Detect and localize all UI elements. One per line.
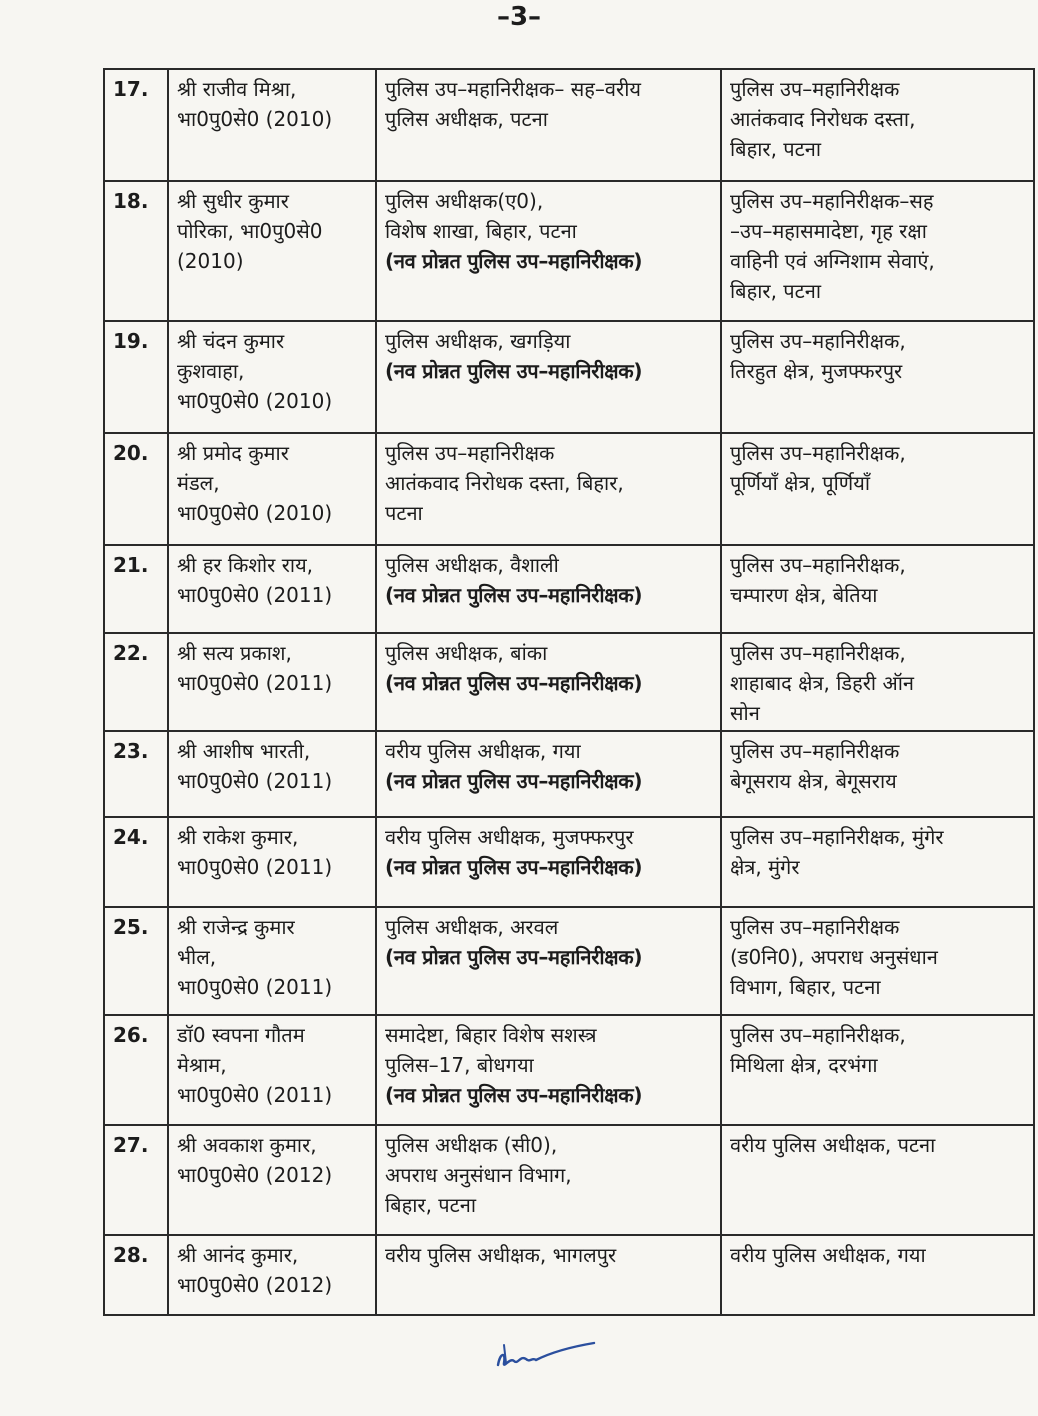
current-posting: वरीय पुलिस अधीक्षक, भागलपुर <box>376 1235 721 1315</box>
table-row <box>104 907 1034 1015</box>
officer-name: श्री सत्य प्रकाश, भा0पु0से0 (2011) <box>168 633 376 731</box>
new-posting: पुलिस उप–महानिरीक्षक, पूर्णियाँ क्षेत्र, पूर्णियाँ <box>721 433 1034 545</box>
officer-name: श्री आशीष भारती, भा0पु0से0 (2011) <box>168 731 376 817</box>
serial-number: 24. <box>104 817 168 907</box>
serial-number: 20. <box>104 433 168 545</box>
table-row <box>104 545 1034 633</box>
table-row <box>104 1015 1034 1125</box>
new-posting: पुलिस उप–महानिरीक्षक, मिथिला क्षेत्र, दरभंगा <box>721 1015 1034 1125</box>
serial-number: 17. <box>104 69 168 181</box>
current-posting: पुलिस अधीक्षक(ए0), विशेष शाखा, बिहार, पटना (नव प्रोन्नत पुलिस उप–महानिरीक्षक) <box>376 181 721 321</box>
officer-name: श्री राकेश कुमार, भा0पु0से0 (2011) <box>168 817 376 907</box>
current-posting: पुलिस अधीक्षक, खगड़िया (नव प्रोन्नत पुलिस उप–महानिरीक्षक) <box>376 321 721 433</box>
posting-table <box>103 68 1035 1316</box>
new-posting: पुलिस उप–महानिरीक्षक, मुंगेर क्षेत्र, मुंगेर <box>721 817 1034 907</box>
promotion-note: (नव प्रोन्नत पुलिस उप–महानिरीक्षक) <box>385 769 643 793</box>
serial-number: 18. <box>104 181 168 321</box>
current-posting: पुलिस अधीक्षक, बांका (नव प्रोन्नत पुलिस उप–महानिरीक्षक) <box>376 633 721 731</box>
current-posting: पुलिस अधीक्षक, वैशाली (नव प्रोन्नत पुलिस उप–महानिरीक्षक) <box>376 545 721 633</box>
posting-table-body <box>104 69 1034 1315</box>
officer-name: श्री आनंद कुमार, भा0पु0से0 (2012) <box>168 1235 376 1315</box>
new-posting: पुलिस उप–महानिरीक्षक–सह –उप–महासमादेष्टा, गृह रक्षा वाहिनी एवं अग्निशाम सेवाएं, बिहार, पटना <box>721 181 1034 321</box>
serial-number: 25. <box>104 907 168 1015</box>
serial-number: 26. <box>104 1015 168 1125</box>
new-posting: वरीय पुलिस अधीक्षक, पटना <box>721 1125 1034 1235</box>
officer-name: श्री चंदन कुमार कुशवाहा, भा0पु0से0 (2010) <box>168 321 376 433</box>
officer-name: श्री प्रमोद कुमार मंडल, भा0पु0से0 (2010) <box>168 433 376 545</box>
officer-name: डॉ0 स्वपना गौतम मेश्राम, भा0पु0से0 (2011) <box>168 1015 376 1125</box>
table-row <box>104 817 1034 907</box>
officer-name: श्री हर किशोर राय, भा0पु0से0 (2011) <box>168 545 376 633</box>
table-row <box>104 433 1034 545</box>
table-row <box>104 69 1034 181</box>
new-posting: पुलिस उप–महानिरीक्षक आतंकवाद निरोधक दस्ता, बिहार, पटना <box>721 69 1034 181</box>
table-row <box>104 1125 1034 1235</box>
current-posting: पुलिस उप–महानिरीक्षक– सह–वरीय पुलिस अधीक्षक, पटना <box>376 69 721 181</box>
officer-name: श्री राजीव मिश्रा, भा0पु0से0 (2010) <box>168 69 376 181</box>
promotion-note: (नव प्रोन्नत पुलिस उप–महानिरीक्षक) <box>385 855 643 879</box>
new-posting: पुलिस उप–महानिरीक्षक बेगूसराय क्षेत्र, बेगूसराय <box>721 731 1034 817</box>
current-posting: वरीय पुलिस अधीक्षक, मुजफ्फरपुर (नव प्रोन्नत पुलिस उप–महानिरीक्षक) <box>376 817 721 907</box>
officer-name: श्री अवकाश कुमार, भा0पु0से0 (2012) <box>168 1125 376 1235</box>
new-posting: पुलिस उप–महानिरीक्षक, चम्पारण क्षेत्र, बेतिया <box>721 545 1034 633</box>
promotion-note: (नव प्रोन्नत पुलिस उप–महानिरीक्षक) <box>385 945 643 969</box>
new-posting: पुलिस उप–महानिरीक्षक, शाहाबाद क्षेत्र, डिहरी ऑन सोन <box>721 633 1034 731</box>
current-posting: पुलिस अधीक्षक, अरवल (नव प्रोन्नत पुलिस उप–महानिरीक्षक) <box>376 907 721 1015</box>
serial-number: 21. <box>104 545 168 633</box>
serial-number: 23. <box>104 731 168 817</box>
table-row <box>104 181 1034 321</box>
officer-name: श्री राजेन्द्र कुमार भील, भा0पु0से0 (2011) <box>168 907 376 1015</box>
page-number: –3– <box>496 2 542 32</box>
current-posting: पुलिस अधीक्षक (सी0), अपराध अनुसंधान विभाग, बिहार, पटना <box>376 1125 721 1235</box>
officer-name: श्री सुधीर कुमार पोरिका, भा0पु0से0 (2010) <box>168 181 376 321</box>
promotion-note: (नव प्रोन्नत पुलिस उप–महानिरीक्षक) <box>385 583 643 607</box>
table-row <box>104 633 1034 731</box>
promotion-note: (नव प्रोन्नत पुलिस उप–महानिरीक्षक) <box>385 249 643 273</box>
table-row <box>104 1235 1034 1315</box>
new-posting: वरीय पुलिस अधीक्षक, गया <box>721 1235 1034 1315</box>
new-posting: पुलिस उप–महानिरीक्षक, तिरहुत क्षेत्र, मुजफ्फरपुर <box>721 321 1034 433</box>
serial-number: 19. <box>104 321 168 433</box>
table-row <box>104 731 1034 817</box>
new-posting: पुलिस उप–महानिरीक्षक (ड0नि0), अपराध अनुसंधान विभाग, बिहार, पटना <box>721 907 1034 1015</box>
current-posting: पुलिस उप–महानिरीक्षक आतंकवाद निरोधक दस्ता, बिहार, पटना <box>376 433 721 545</box>
promotion-note: (नव प्रोन्नत पुलिस उप–महानिरीक्षक) <box>385 1083 643 1107</box>
promotion-note: (नव प्रोन्नत पुलिस उप–महानिरीक्षक) <box>385 359 643 383</box>
serial-number: 28. <box>104 1235 168 1315</box>
promotion-note: (नव प्रोन्नत पुलिस उप–महानिरीक्षक) <box>385 671 643 695</box>
current-posting: समादेष्टा, बिहार विशेष सशस्त्र पुलिस–17, बोधगया (नव प्रोन्नत पुलिस उप–महानिरीक्षक) <box>376 1015 721 1125</box>
table-row <box>104 321 1034 433</box>
serial-number: 22. <box>104 633 168 731</box>
current-posting: वरीय पुलिस अधीक्षक, गया (नव प्रोन्नत पुलिस उप–महानिरीक्षक) <box>376 731 721 817</box>
signature-mark <box>490 1333 600 1383</box>
serial-number: 27. <box>104 1125 168 1235</box>
